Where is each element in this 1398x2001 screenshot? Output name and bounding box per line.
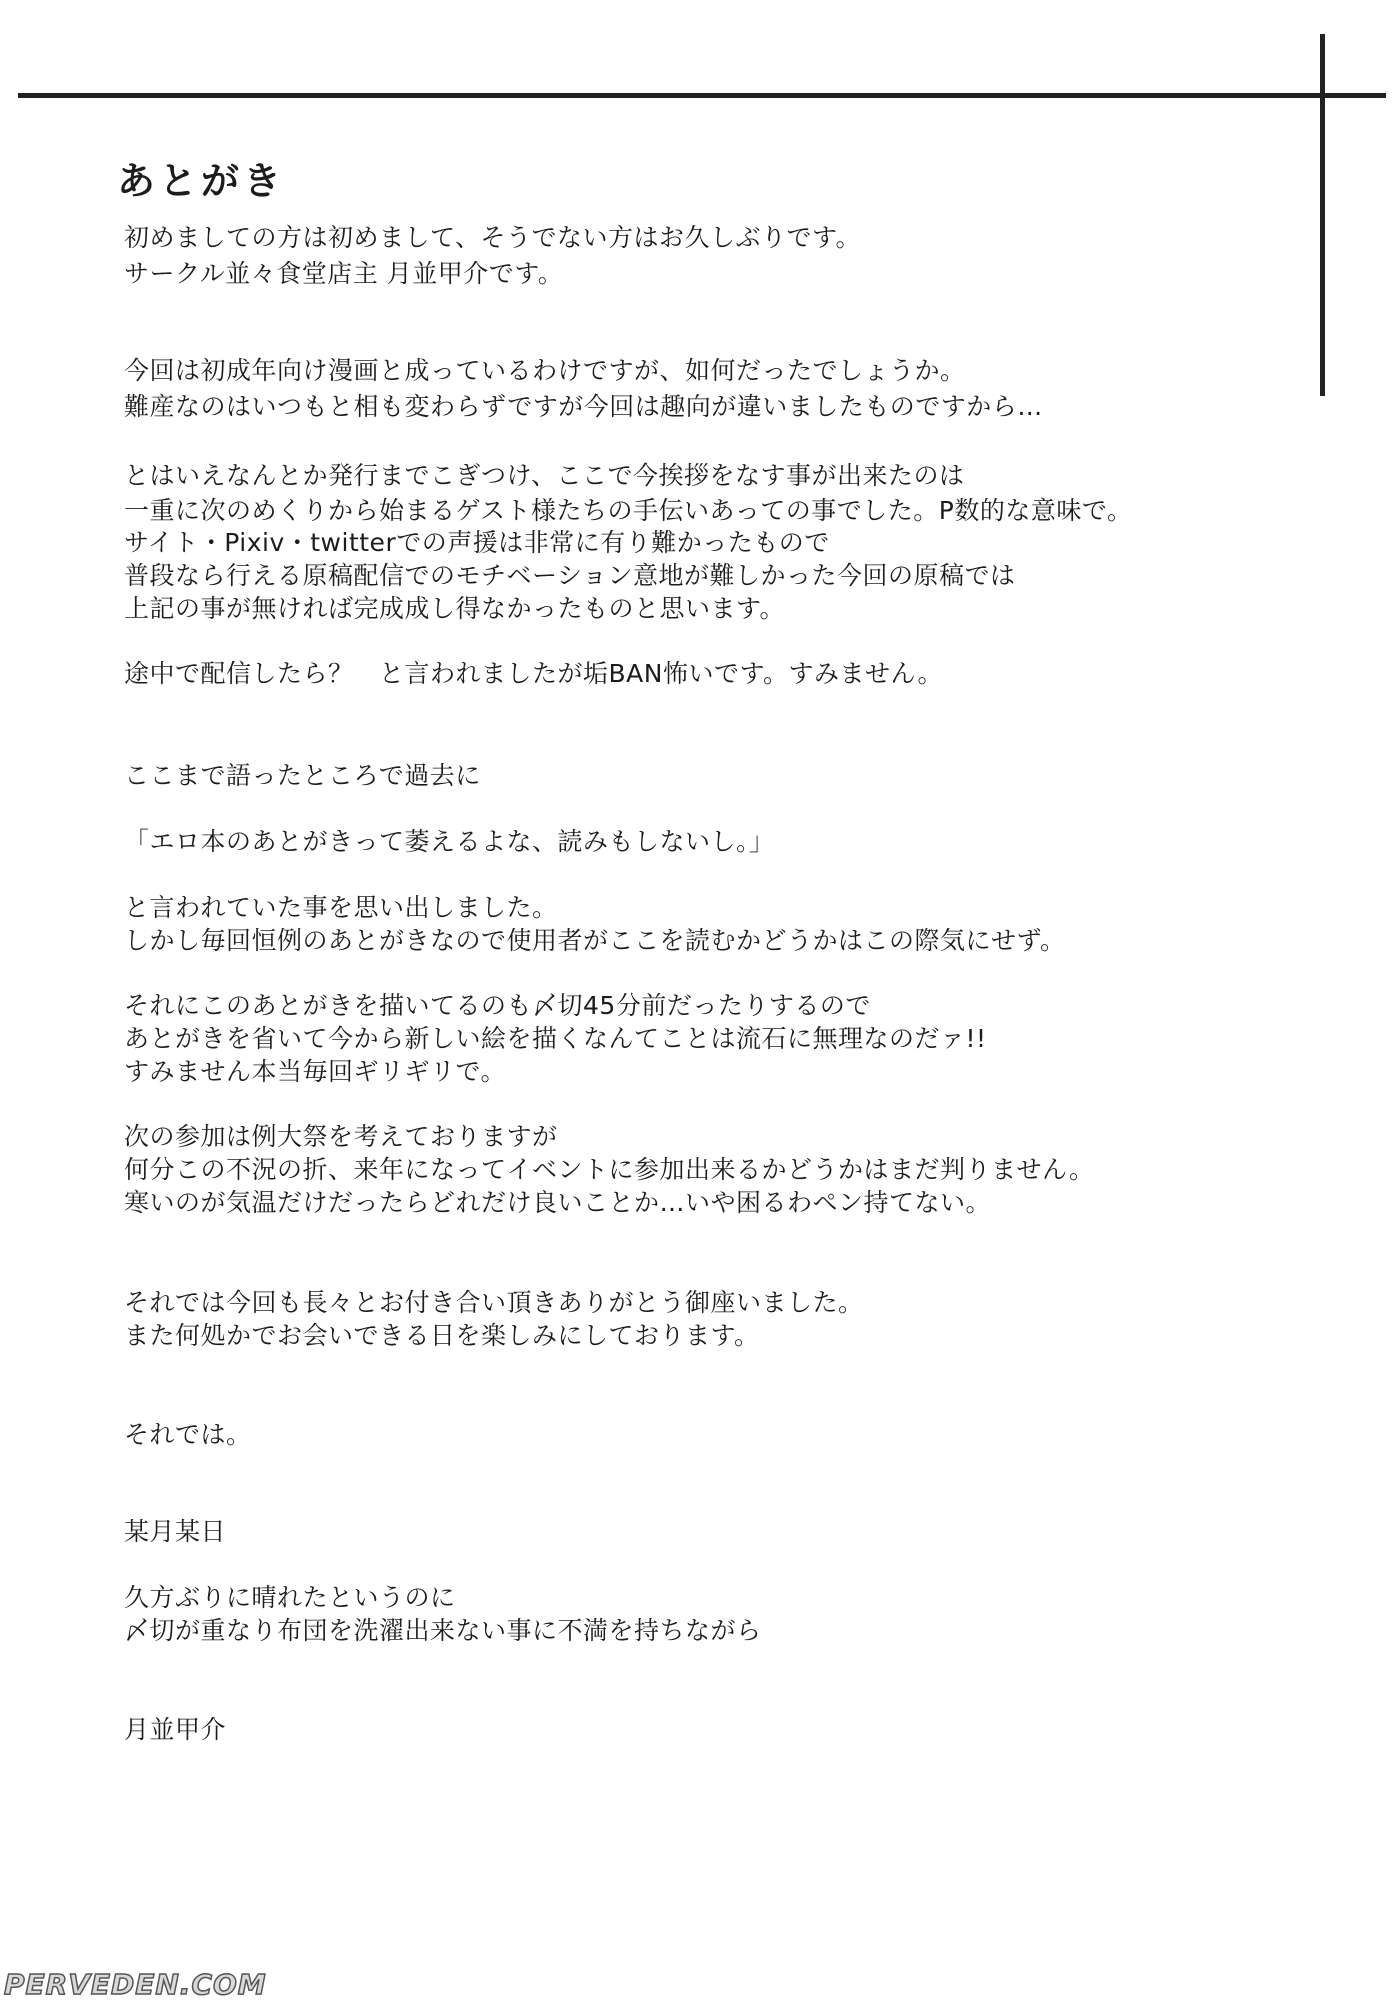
- text-line: 次の参加は例大祭を考えておりますが: [124, 1122, 558, 1151]
- top-rule: [18, 93, 1386, 98]
- text-line: サイト・Pixiv・twitterでの声援は非常に有り難かったもので: [124, 528, 830, 557]
- text-line: 何分この不況の折、来年になってイベントに参加出来るかどうかはまだ判りません。: [124, 1155, 1095, 1184]
- text-line: それにこのあとがきを描いてるのも〆切45分前だったりするので: [124, 991, 871, 1020]
- text-line: また何処かでお会いできる日を楽しみにしております。: [124, 1321, 760, 1350]
- text-line: 〆切が重なり布団を洗濯出来ない事に不満を持ちながら: [124, 1616, 762, 1645]
- site-watermark: PERVEDEN.COM: [4, 1968, 267, 2001]
- text-line: サークル並々食堂店主 月並甲介です。: [124, 259, 564, 288]
- text-line: 今回は初成年向け漫画と成っているわけですが、如何だったでしょうか。: [124, 356, 966, 385]
- text-line: 普段なら行える原稿配信でのモチベーション意地が難しかった今回の原稿では: [124, 561, 1016, 590]
- text-line: 「エロ本のあとがきって萎えるよな、読みもしないし。」: [124, 827, 775, 856]
- text-line: 初めましての方は初めまして、そうでない方はお久しぶりです。: [124, 223, 862, 252]
- text-line: 一重に次のめくりから始まるゲスト様たちの手伝いあっての事でした。P数的な意味で。: [124, 496, 1133, 525]
- text-line: 寒いのが気温だけだったらどれだけ良いことか…いや困るわペン持てない。: [124, 1188, 992, 1217]
- text-line: 上記の事が無ければ完成成し得なかったものと思います。: [124, 594, 786, 623]
- corner-rule: [1320, 34, 1325, 396]
- text-line: 某月某日: [124, 1517, 227, 1546]
- text-line: それでは。: [124, 1420, 252, 1449]
- text-line: それでは今回も長々とお付き合い頂きありがとう御座いました。: [124, 1288, 864, 1317]
- text-line: しかし毎回恒例のあとがきなので使用者がここを読むかどうかはこの際気にせず。: [124, 926, 1066, 955]
- page-title: あとがき: [117, 159, 286, 203]
- text-line: ここまで語ったところで過去に: [124, 761, 481, 790]
- text-line: 久方ぶりに晴れたというのに: [124, 1583, 456, 1612]
- text-line: 途中で配信したら？ と言われましたが垢BAN怖いです。すみません。: [124, 659, 943, 688]
- text-line: すみません本当毎回ギリギリで。: [124, 1057, 507, 1086]
- text-line: 難産なのはいつもと相も変わらずですが今回は趣向が違いましたものですから…: [124, 392, 1043, 421]
- text-line: と言われていた事を思い出しました。: [124, 893, 558, 922]
- text-line: あとがきを省いて今から新しい絵を描くなんてことは流石に無理なのだァ!!: [124, 1024, 987, 1053]
- text-line: 月並甲介: [124, 1715, 227, 1744]
- text-line: とはいえなんとか発行までこぎつけ、ここで今挨拶をなす事が出来たのは: [124, 461, 965, 490]
